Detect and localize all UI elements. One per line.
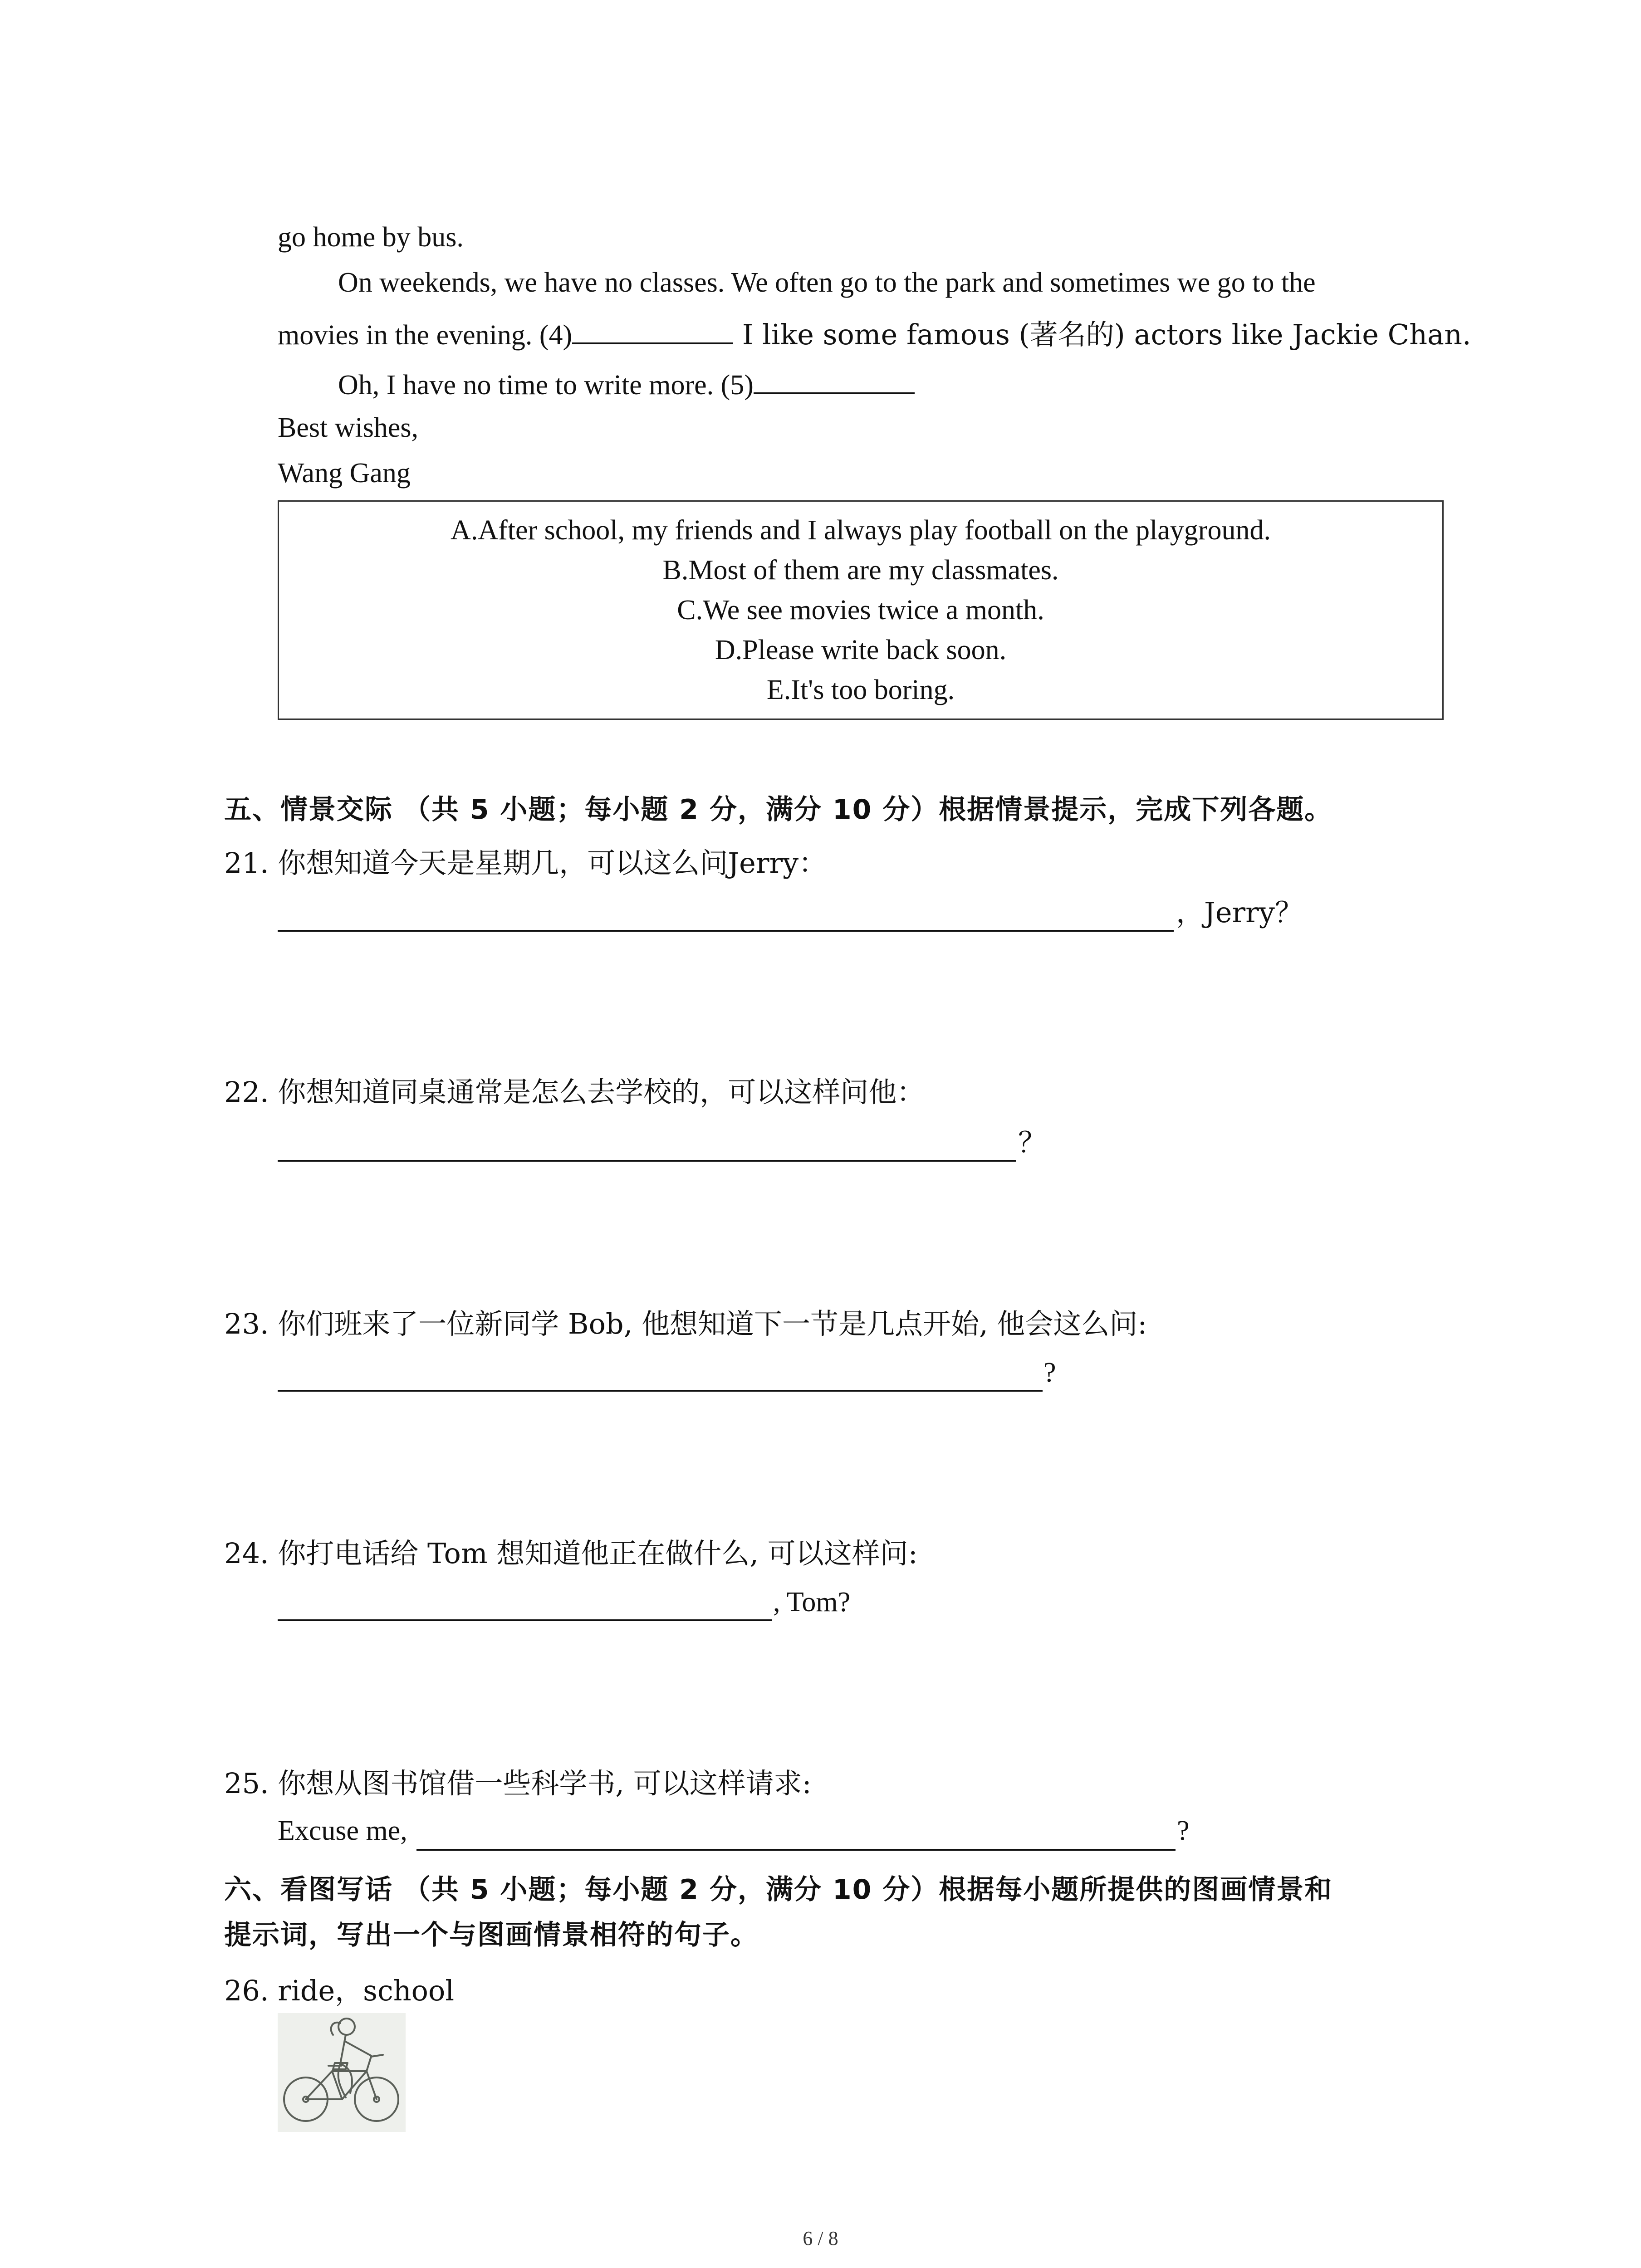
- answer-line-25[interactable]: [416, 1849, 1176, 1851]
- section-five-heading: 五、情景交际 （共 5 小题；每小题 2 分，满分 10 分）根据情景提示，完成下列各题。: [224, 794, 1333, 826]
- question-22-prompt: 22. 你想知道同桌通常是怎么去学校的，可以这样问他：: [224, 1075, 925, 1109]
- page-number: 6 / 8: [803, 2227, 838, 2249]
- question-21-prompt: 21. 你想知道今天是星期几，可以这么问Jerry：: [224, 846, 827, 880]
- question-26-prompt: 26. ride，school: [224, 1974, 455, 2007]
- answer-line-22[interactable]: [278, 1160, 1016, 1162]
- letter-line: go home by bus.: [278, 222, 464, 253]
- letter-signature: Wang Gang: [278, 458, 411, 489]
- letter-paragraph-line: On weekends, we have no classes. We often go to the park and sometimes we go to the: [338, 267, 1316, 298]
- letter-text: I like some famous (著名的) actors like Jackie Chan.: [733, 318, 1471, 351]
- option-e: E.It's too boring.: [766, 675, 955, 705]
- question-22-suffix: ？: [1018, 1126, 1047, 1159]
- letter-paragraph-line: [278, 314, 1471, 353]
- blank-4[interactable]: [572, 314, 733, 344]
- letter-closing: Best wishes,: [278, 412, 418, 443]
- question-23-prompt: 23. 你们班来了一位新同学 Bob, 他想知道下一节是几点开始, 他会这么问:: [224, 1307, 1147, 1340]
- question-21-suffix: ，Jerry？: [1176, 896, 1303, 929]
- letter-text: Oh, I have no time to write more. (5): [338, 370, 754, 401]
- question-25-suffix: ?: [1177, 1815, 1190, 1846]
- answer-line-21[interactable]: [278, 930, 1174, 932]
- question-25-prompt: 25. 你想从图书馆借一些科学书, 可以这样请求:: [224, 1767, 812, 1800]
- question-24-prompt: 24. 你打电话给 Tom 想知道他正在做什么, 可以这样问:: [224, 1537, 918, 1570]
- question-24-suffix: , Tom?: [773, 1587, 851, 1618]
- letter-text: movies in the evening. (4): [278, 320, 573, 351]
- option-b: B.Most of them are my classmates.: [662, 555, 1059, 586]
- girl-riding-bicycle-image: [278, 2013, 406, 2132]
- options-box: [278, 500, 1444, 720]
- answer-line-23[interactable]: [278, 1390, 1043, 1392]
- option-c: C.We see movies twice a month.: [677, 595, 1044, 626]
- answer-line-24[interactable]: [278, 1619, 772, 1621]
- section-six-heading-line2: 提示词，写出一个与图画情景相符的句子。: [224, 1919, 759, 1951]
- option-a: A.After school, my friends and I always play football on the playground.: [451, 515, 1271, 546]
- blank-5[interactable]: [754, 364, 915, 394]
- question-23-suffix: ?: [1043, 1357, 1056, 1388]
- option-d: D.Please write back soon.: [715, 635, 1007, 665]
- question-25-prefix: Excuse me,: [278, 1815, 407, 1846]
- section-six-heading-line1: 六、看图写话 （共 5 小题；每小题 2 分，满分 10 分）根据每小题所提供的图画情景和: [224, 1874, 1333, 1906]
- letter-paragraph-line: [338, 364, 915, 403]
